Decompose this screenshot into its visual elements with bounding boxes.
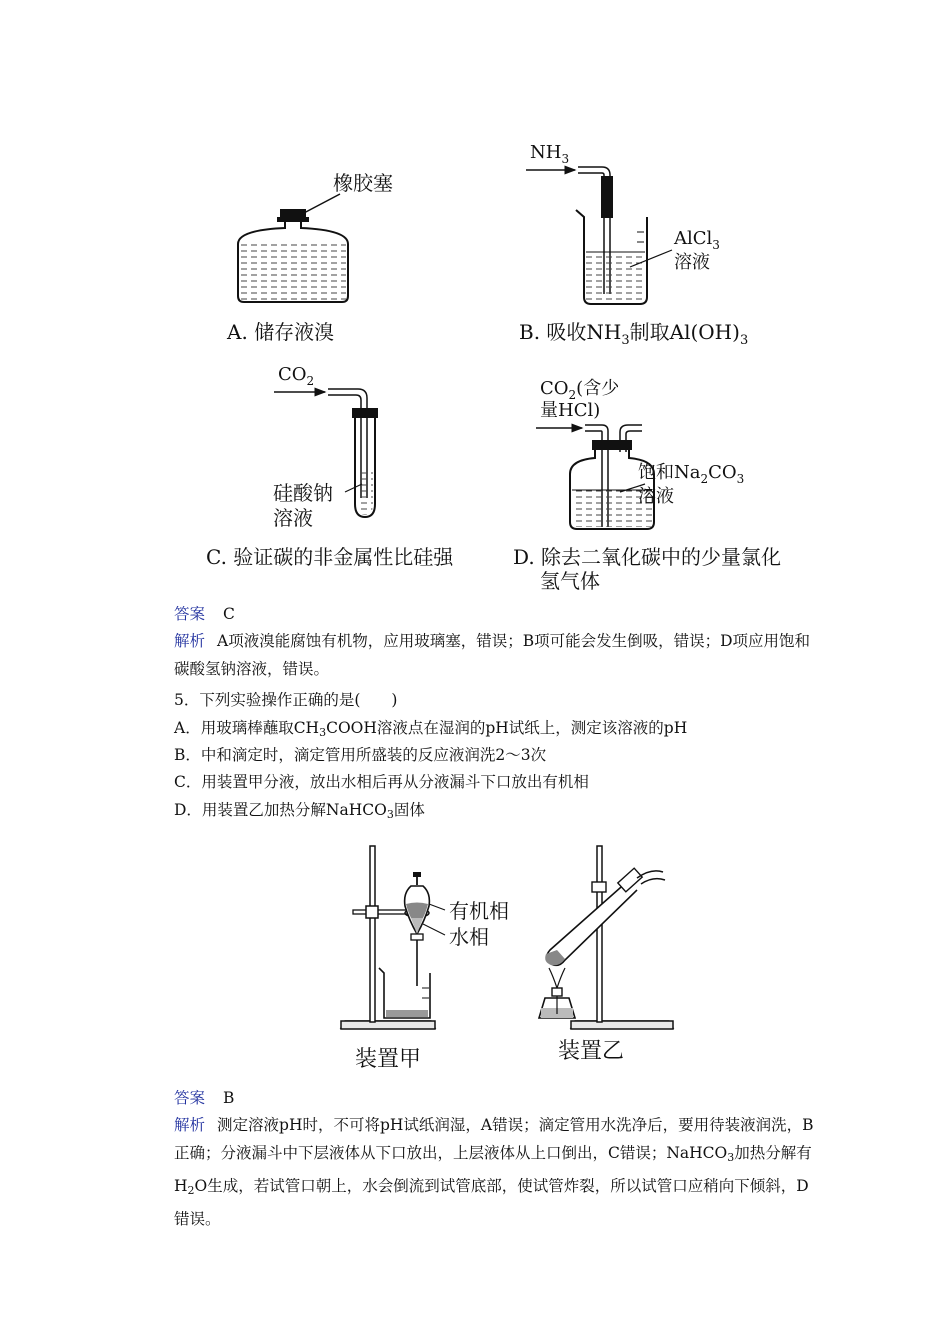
apparatus-jia bbox=[341, 846, 509, 1029]
q5-option-a: A．用玻璃棒蘸取$CH_3COOH$溶液点在湿润的pH试纸上，测定该溶液的pH bbox=[174, 719, 688, 739]
label-rubber-stopper: 橡胶塞 bbox=[333, 171, 393, 195]
label-organic-phase: 有机相 bbox=[449, 899, 509, 923]
q5-option-d: D．用装置乙加热分解NaHCO$_3$固体 bbox=[174, 801, 425, 821]
caption-jia: 装置甲 bbox=[355, 1047, 422, 1072]
answer-value: C bbox=[223, 605, 235, 623]
svg-text:溶液: 溶液 bbox=[273, 506, 313, 530]
apparatus-b-beaker bbox=[519, 142, 748, 348]
q4-answer bbox=[174, 604, 235, 624]
q5-answer bbox=[174, 1088, 234, 1108]
answer-value: B bbox=[223, 1089, 235, 1107]
svg-text:CO2(含少: $CO_2$(含少 bbox=[540, 378, 620, 402]
svg-text:CO2: $CO_2$ bbox=[278, 364, 315, 388]
q5-analysis: 解析 测定溶液pH时，不可将pH试纸润湿，A错误；滴定管用水洗净后，要用待装液润洗，B正确；分液漏斗中下层液体从下口放出，上层液体从上口倒出，C错误；NaHCO$_3$加热分解有$H_2O$生成，若试管口朝上，水会倒流到试管底部，使试管炸裂，所以试管口应稍向下倾斜，D错误。 bbox=[174, 1116, 814, 1228]
analysis-text: A项液溴能腐蚀有机物，应用玻璃塞，错误；B项可能会发生倒吸，错误；D项应用饱和碳酸氢钠溶液，错误。 bbox=[174, 632, 811, 678]
q5-option-c: C．用装置甲分液，放出水相后再从分液漏斗下口放出有机相 bbox=[174, 773, 589, 791]
caption-yi: 装置乙 bbox=[558, 1039, 625, 1064]
apparatus-a-bottle bbox=[226, 171, 393, 344]
caption-d-line1: D. 除去二氧化碳中的少量氯化 bbox=[513, 545, 782, 569]
answer-tag: 答案 bbox=[174, 1089, 206, 1107]
figure-apparatus-abcd bbox=[190, 122, 800, 600]
svg-text:量HCl): 量HCl) bbox=[540, 400, 601, 421]
q4-analysis bbox=[174, 627, 814, 683]
figure-apparatus-jia-yi bbox=[333, 838, 683, 1078]
q5-option-b: B．中和滴定时，滴定管用所盛装的反应液润洗2～3次 bbox=[174, 746, 547, 764]
apparatus-d-wash-bottle bbox=[513, 378, 781, 593]
analysis-tag: 解析 bbox=[174, 1116, 206, 1134]
svg-text:NH3: $NH_3$ bbox=[530, 142, 570, 166]
answer-tag: 答案 bbox=[174, 605, 206, 623]
svg-text:硅酸钠: 硅酸钠 bbox=[273, 481, 333, 505]
caption-b: B. 吸收$NH_3$制取$Al(OH)_3$ bbox=[519, 320, 749, 348]
caption-c: C. 验证碳的非金属性比硅强 bbox=[206, 545, 454, 569]
svg-text:溶液: 溶液 bbox=[674, 252, 710, 273]
apparatus-c-test-tube bbox=[206, 364, 454, 569]
apparatus-yi bbox=[539, 846, 673, 1029]
caption-a: A. 储存液溴 bbox=[227, 320, 335, 344]
svg-text:AlCl3: AlCl$_3$ bbox=[674, 228, 720, 252]
svg-text:饱和Na2CO3: 饱和$Na_2CO_3$ bbox=[638, 462, 745, 486]
q5-stem: 5．下列实验操作正确的是( ) bbox=[174, 691, 398, 709]
label-water-phase: 水相 bbox=[449, 925, 489, 949]
svg-text:溶液: 溶液 bbox=[638, 486, 674, 507]
analysis-tag: 解析 bbox=[174, 632, 206, 650]
caption-d-line2: 氢气体 bbox=[540, 569, 600, 593]
